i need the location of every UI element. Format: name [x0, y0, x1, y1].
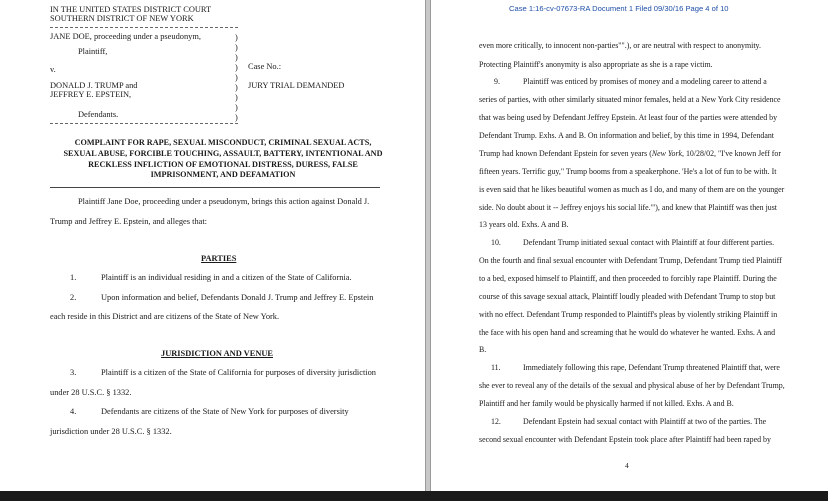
para-4-line-1: Defendants are citizens of the State of New York for purposes of diversity — [101, 407, 349, 416]
text-line: series of parties, with other similarly situated minor females, held at a New York City residence — [479, 95, 781, 104]
defendant-trump: DONALD J. TRUMP and — [50, 81, 138, 90]
defendant-epstein: JEFFREY E. EPSTEIN, — [50, 90, 132, 99]
plaintiff-name: JANE DOE, proceeding under a pseudonym, — [50, 32, 201, 41]
caption-paren: ) — [235, 73, 238, 82]
text-line: even more critically, to innocent non-parties"".), or are neutral with respect to anonymity. — [479, 41, 761, 50]
text-line: that was being used by Defendant Jeffrey Epstein. At least four of the parties were attended by — [479, 113, 778, 122]
plaintiff-label: Plaintiff, — [78, 47, 108, 56]
defendants-label: Defendants. — [78, 110, 119, 119]
para-1-number: 1. — [70, 273, 77, 282]
text-line: is even said that he likes beautiful women as much as I do, and many of them are on the younger — [479, 185, 785, 194]
text-line: On the fourth and final sexual encounter with Defendant Trump, Defendant Trump tied Plaintiff — [479, 256, 782, 265]
text-line: fifteen years. Terrific guy," Trump booms from a speakerphone. 'He's a lot of fun to be with. It — [479, 167, 777, 176]
page-number: 4 — [625, 461, 629, 470]
para-10-number: 10. — [491, 238, 501, 247]
para-11-number: 11. — [491, 363, 501, 372]
text-line: Defendant Trump initiated sexual contact with Plaintiff at four different parties. — [523, 238, 775, 247]
para-3-number: 3. — [70, 368, 77, 377]
para-2-line-1: Upon information and belief, Defendants Donald J. Trump and Jeffrey E. Epstein — [101, 293, 374, 302]
caption-paren: ) — [235, 53, 238, 62]
jury-demand: JURY TRIAL DEMANDED — [248, 81, 345, 90]
window-bottom-edge — [0, 491, 828, 501]
text-line: Plaintiff and her family would be physically harmed if not killed. Exhs. A and B. — [479, 399, 734, 408]
caption-paren: ) — [235, 63, 238, 72]
text-line: Plaintiff was enticed by promises of money and a modeling career to attend a — [523, 77, 767, 86]
caption-divider-top — [50, 27, 238, 28]
text-line: Immediately following this rape, Defendant Trump threatened Plaintiff that, were — [523, 363, 780, 372]
text-line — [479, 149, 781, 159]
para-4-line-2: jurisdiction under 28 U.S.C. § 1332. — [50, 427, 172, 436]
intro-line-2: Trump and Jeffrey E. Epstein, and alleges that: — [50, 217, 207, 226]
text-line: course of this savage sexual attack, Plaintiff loudly pleaded with Defendant Trump to stop but — [479, 292, 776, 301]
jurisdiction-heading: JURISDICTION AND VENUE — [161, 349, 273, 358]
ecf-header-stamp: Case 1:16-cv-07673-RA Document 1 Filed 09/30/16 Page 4 of 10 — [509, 4, 729, 13]
intro-line-1: Plaintiff Jane Doe, proceeding under a pseudonym, brings this action against Donald J. — [78, 197, 370, 206]
caption-paren: ) — [235, 33, 238, 42]
para-12-number: 12. — [491, 417, 501, 426]
text-segment: Trump had known Defendant Epstein for seven years ( — [479, 149, 652, 158]
text-segment: , 10/28/02, "I've known Jeff for — [682, 149, 781, 158]
title-rule — [50, 187, 380, 188]
text-line: second sexual encounter with Defendant Epstein took place after Plaintiff had been raped by — [479, 435, 771, 444]
text-line: with no effect. Defendant Trump responded to Plaintiff's pleas by violently striking Plaintiff in — [479, 310, 778, 319]
court-name-line2: SOUTHERN DISTRICT OF NEW YORK — [50, 14, 194, 23]
text-line: to a bed, exposed himself to Plaintiff, and then proceeded to forcibly rape Plaintiff. During the — [479, 274, 777, 283]
caption-divider-bottom — [50, 123, 238, 124]
caption-paren: ) — [235, 93, 238, 102]
versus: v. — [50, 65, 56, 74]
para-2-number: 2. — [70, 293, 77, 302]
text-line: 13 years old. Exhs. A and B. — [479, 220, 569, 229]
text-line: Defendant Epstein had sexual contact with Plaintiff at two of the parties. The — [523, 417, 767, 426]
para-2-line-2: each reside in this District and are citizens of the State of New York. — [50, 312, 280, 321]
case-number-label: Case No.: — [248, 62, 282, 71]
para-1-text: Plaintiff is an individual residing in and a citizen of the State of California. — [101, 273, 352, 282]
caption-paren: ) — [235, 43, 238, 52]
complaint-page-4 — [431, 0, 828, 491]
text-line: Protecting Plaintiff's anonymity is also appropriate as she is a rape victim. — [479, 60, 713, 69]
parties-heading: PARTIES — [201, 254, 237, 263]
court-name-line1: IN THE UNITED STATES DISTRICT COURT — [50, 5, 212, 14]
text-line: B. — [479, 345, 487, 354]
text-line: Defendant Trump. Exhs. A and B. On information and belief, by this time in 1994, Defendant — [479, 131, 774, 140]
para-4-number: 4. — [70, 407, 77, 416]
caption-paren: ) — [235, 103, 238, 112]
para-3-line-2: under 28 U.S.C. § 1332. — [50, 388, 132, 397]
caption-paren: ) — [235, 83, 238, 92]
para-9-number: 9. — [494, 77, 500, 86]
text-line: the face with his open hand and screaming that he would do whatever he wanted. Exhs. A and — [479, 328, 776, 337]
complaint-title: COMPLAINT FOR RAPE, SEXUAL MISCONDUCT, CRIMINAL SEXUAL ACTS, SEXUAL ABUSE, FORCIBLE TOUCHING, ASSAULT, BATTERY, INTENTIONAL AND RECKLESS INFLICTION OF EMOTIONAL DISTRESS, DURESS, FALSE IMPRISONMENT, AND DEFAMATION — [63, 138, 383, 180]
text-line: side. No doubt about it -- Jeffrey enjoys his social life.'"), and knew that Plaintiff was then just — [479, 203, 778, 212]
text-line: she ever to reveal any of the details of the sexual and physical abuse of her by Defendant Trump, — [479, 381, 785, 390]
caption-paren: ) — [235, 113, 238, 122]
para-3-line-1: Plaintiff is a citizen of the State of California for purposes of diversity jurisdiction — [101, 368, 376, 377]
publication-name: New York — [651, 149, 683, 158]
